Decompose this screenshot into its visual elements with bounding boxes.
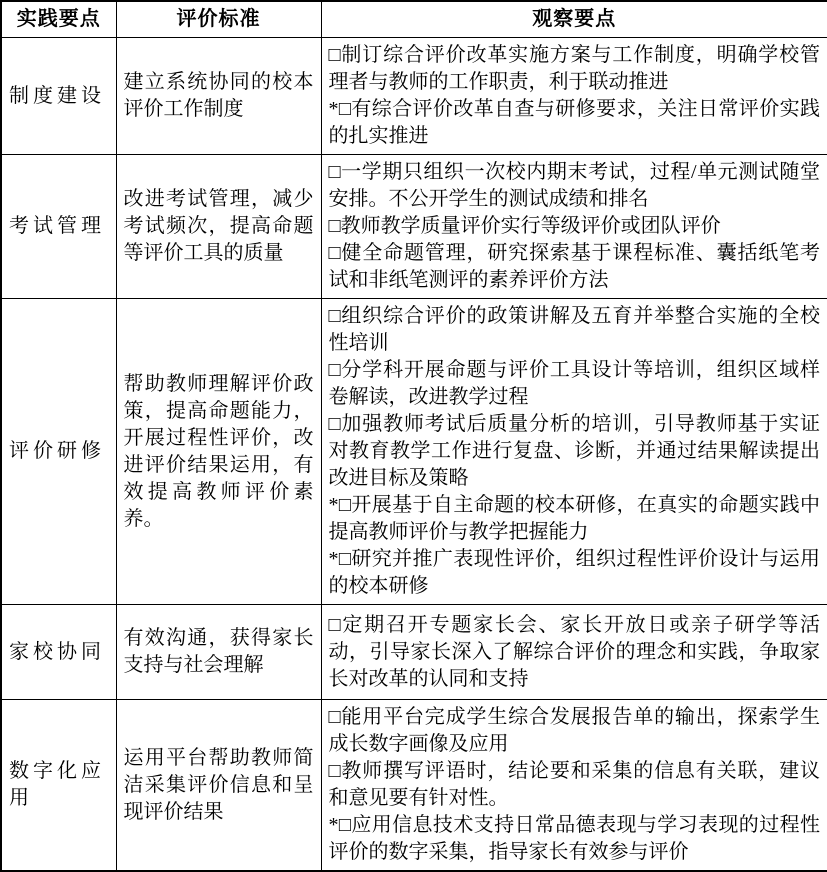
row-observations — [321, 605, 827, 700]
row-standard: 建立系统协同的校本评价工作制度 — [116, 38, 321, 155]
row-standard: 帮助教师理解评价政策，提高命题能力，开展过程性评价，改进评价结果运用，有效提高教师评价素养。 — [116, 299, 321, 605]
observation-item: □教师教学质量评价实行等级评价或团队评价 — [328, 215, 721, 237]
row-standard: 运用平台帮助教师简洁采集评价信息和呈现评价结果 — [116, 700, 321, 872]
header-row — [1, 1, 827, 38]
row-standard: 有效沟通，获得家长支持与社会理解 — [116, 605, 321, 700]
observation-item: □组织综合评价的政策讲解及五育并举整合实施的全校性培训 — [328, 305, 820, 354]
row-standard: 改进考试管理，减少考试频次，提高命题等评价工具的质量 — [116, 155, 321, 299]
header-evaluation-standard: 评价标准 — [116, 1, 321, 38]
observation-item: *□有综合评价改革自查与研修要求，关注日常评价实践的扎实推进 — [328, 98, 820, 147]
table-row-digital-application — [1, 700, 827, 872]
observation-item: □制订综合评价改革实施方案与工作制度，明确学校管理者与教师的工作职责，利于联动推进 — [328, 44, 820, 93]
observation-item: *□应用信息技术支持日常品德表现与学习表现的过程性评价的数字采集，指导家长有效参与评价 — [328, 814, 820, 863]
observation-item: □分学科开展命题与评价工具设计等培训，组织区域样卷解读，改进教学过程 — [328, 359, 820, 408]
row-topic: 数字化应用 — [1, 700, 116, 872]
row-observations — [321, 155, 827, 299]
row-observations — [321, 700, 827, 872]
observation-item: □一学期只组织一次校内期末考试，过程/单元测试随堂安排。不公开学生的测试成绩和排名 — [328, 161, 820, 210]
observation-item: *□研究并推广表现性评价，组织过程性评价设计与运用的校本研修 — [328, 548, 820, 597]
row-observations — [321, 299, 827, 605]
observation-item: □加强教师考试后质量分析的培训，引导教师基于实证对教育教学工作进行复盘、诊断，并通过结果解读提出改进目标及策略 — [328, 413, 820, 489]
observation-item: □健全命题管理，研究探索基于课程标准、囊括纸笔考试和非纸笔测评的素养评价方法 — [328, 242, 820, 291]
table-row-system-building — [1, 38, 827, 155]
row-observations — [321, 38, 827, 155]
table-row-evaluation-training — [1, 299, 827, 605]
header-practice-points: 实践要点 — [1, 1, 116, 38]
header-observation-points: 观察要点 — [321, 1, 827, 38]
row-topic: 家校协同 — [1, 605, 116, 700]
row-topic: 考试管理 — [1, 155, 116, 299]
row-topic: 制度建设 — [1, 38, 116, 155]
observation-item: □定期召开专题家长会、家长开放日或亲子研学等活动，引导家长深入了解综合评价的理念和实践，争取家长对改革的认同和支持 — [328, 613, 820, 690]
observation-item: *□开展基于自主命题的校本研修，在真实的命题实践中提高教师评价与教学把握能力 — [328, 494, 820, 543]
table-row-exam-management — [1, 155, 827, 299]
row-topic: 评价研修 — [1, 299, 116, 605]
table-row-home-school — [1, 605, 827, 700]
observation-item: □教师撰写评语时，结论要和采集的信息有关联，建议和意见要有针对性。 — [328, 760, 820, 809]
observation-item: □能用平台完成学生综合发展报告单的输出，探索学生成长数字画像及应用 — [328, 706, 820, 755]
